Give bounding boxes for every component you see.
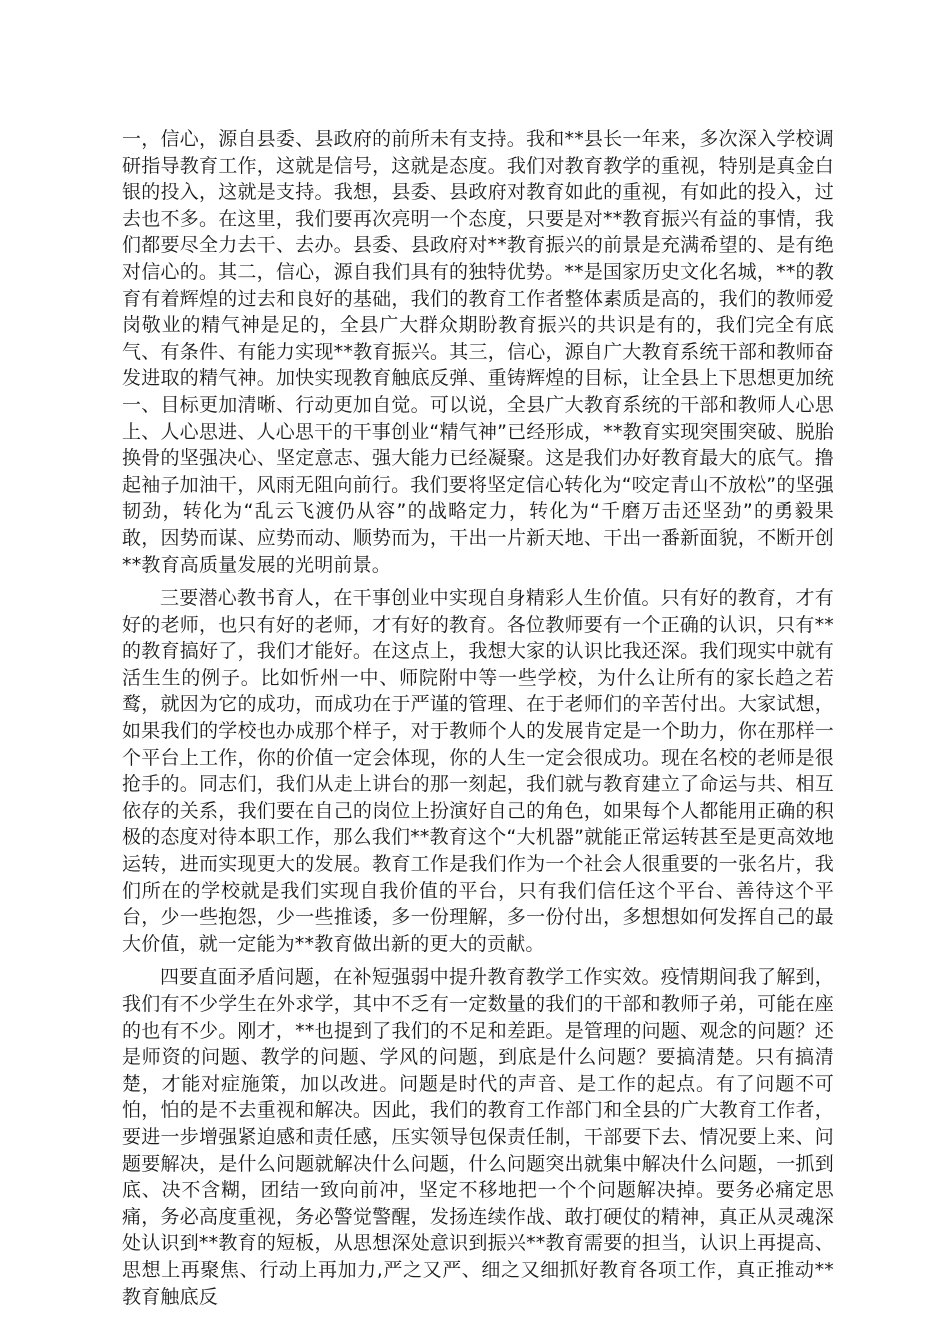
document-body [122,126,834,1317]
paragraph-problems: 四要直面矛盾问题，在补短强弱中提升教育教学工作实效。疫情期间我了解到，我们有不少学生在外求学，其中不乏有一定数量的我们的干部和教师子弟，可能在座的也有不少。刚才，**也提到了我们的不足和差距。是管理的问题、观念的问题？还是师资的问题、教学的问题、学风的问题，到底是什么问题？要搞清楚。只有搞清楚，才能对症施策，加以改进。问题是时代的声音、是工作的起点。有了问题不可怕，怕的是不去重视和解决。因此，我们的教育工作部门和全县的广大教育工作者，要进一步增强紧迫感和责任感，压实领导包保责任制，干部要下去、情况要上来、问题要解决，是什么问题就解决什么问题，什么问题突出就集中解决什么问题，一抓到底、决不含糊，团结一致向前冲，坚定不移地把一个个问题解决掉。要务必痛定思痛，务必高度重视，务必警觉警醒，发扬连续作战、敢打硬仗的精神，真正从灵魂深处认识到**教育的短板，从思想深处意识到振兴**教育需要的担当，认识上再提高、思想上再聚焦、行动上再加力,严之又严、细之又细抓好教育各项工作，真正推动**教育触底反 [122,966,834,1308]
paragraph-confidence: 一，信心，源自县委、县政府的前所未有支持。我和**县长一年来，多次深入学校调研指导教育工作，这就是信号，这就是态度。我们对教育教学的重视，特别是真金白银的投入，这就是支持。我想，县委、县政府对教育如此的重视，有如此的投入，过去也不多。在这里，我们要再次亮明一个态度，只要是对**教育振兴有益的事情，我们都要尽全力去干、去办。县委、县政府对**教育振兴的前景是充满希望的、是有绝对信心的。其二，信心，源自我们具有的独特优势。**是国家历史文化名城，**的教育有着辉煌的过去和良好的基础，我们的教育工作者整体素质是高的，我们的教师爱岗敬业的精气神是足的，全县广大群众期盼教育振兴的共识是有的，我们完全有底气、有条件、有能力实现**教育振兴。其三，信心，源自广大教育系统干部和教师奋发进取的精气神。加快实现教育触底反弹、重铸辉煌的目标，让全县上下思想更加统一、目标更加清晰、行动更加自觉。可以说，全县广大教育系统的干部和教师人心思上、人心思进、人心思干的干事创业“精气神”已经形成，**教育实现突围突破、脱胎换骨的坚强决心、坚定意志、强大能力已经凝聚。这是我们办好教育最大的底气。撸起袖子加油干，风雨无阻向前行。我们要将坚定信心转化为“咬定青山不放松”的坚强韧劲，转化为“乱云飞渡仍从容”的战略定力，转化为“千磨万击还坚劲”的勇毅果敢，因势而谋、应势而动、顺势而为，干出一片新天地、干出一番新面貌，不断开创**教育高质量发展的光明前景。 [122,128,834,576]
paragraph-teaching: 三要潜心教书育人，在干事创业中实现自身精彩人生价值。只有好的教育，才有好的老师，也只有好的老师，才有好的教育。各位教师要有一个正确的认识，只有**的教育搞好了，我们才能好。在这点上，我想大家的认识比我还深。我们现实中就有活生生的例子。比如忻州一中、师院附中等一些学校，为什么让所有的家长趋之若鹜，就因为它的成功，而成功在于严谨的管理、在于老师们的辛苦付出。大家试想，如果我们的学校也办成那个样子，对于教师个人的发展肯定是一个助力，你在那样一个平台上工作，你的价值一定会体现，你的人生一定会很成功。现在名校的老师是很抢手的。同志们，我们从走上讲台的那一刻起，我们就与教育建立了命运与共、相互依存的关系，我们要在自己的岗位上扮演好自己的角色，如果每个人都能用正确的积极的态度对待本职工作，那么我们**教育这个“大机器”就能正常运转甚至是更高效地运转，进而实现更大的发展。教育工作是我们作为一个社会人很重要的一张名片，我们所在的学校就是我们实现自我价值的平台，只有我们信任这个平台、善待这个平台，少一些抱怨，少一些推诿，多一份理解，多一份付出，多想想如何发挥自己的最大价值，就一定能为**教育做出新的更大的贡献。 [122,587,834,955]
